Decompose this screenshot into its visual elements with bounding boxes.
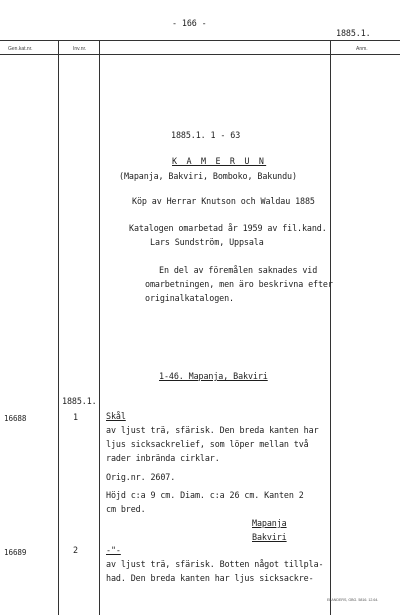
collection-range: 1885.1. 1 - 63 bbox=[171, 130, 241, 140]
header-rule-bottom bbox=[0, 54, 400, 55]
entry-description-line: ljus sicksackrelief, som löper mellan två bbox=[106, 439, 309, 449]
entry-original-number: Orig.nr. 2607. bbox=[106, 472, 176, 482]
peoples-list: (Mapanja, Bakviri, Bomboko, Bakundu) bbox=[119, 171, 297, 181]
inv-year-label: 1885.1. bbox=[62, 396, 97, 406]
entry-place: Mapanja bbox=[252, 518, 287, 528]
column-divider-1 bbox=[58, 40, 59, 615]
column-divider-3 bbox=[330, 40, 331, 615]
printer-imprint: ELANDERS, GBG. 5816. 12.64. bbox=[327, 598, 379, 602]
entry-description-line: had. Den breda kanten har ljus sicksackre- bbox=[106, 573, 314, 583]
header-rule-top bbox=[0, 40, 400, 41]
page-number: - 166 - bbox=[172, 18, 207, 28]
entry-description-line: av ljust trä, sfärisk. Den breda kanten har bbox=[106, 425, 319, 435]
column-label-inv-nr: Inv.nr. bbox=[73, 46, 87, 52]
entry-title: Skål bbox=[106, 411, 126, 421]
header-accession-number: 1885.1. bbox=[336, 28, 371, 38]
entry-gen-number: 16688 bbox=[4, 414, 27, 423]
entry-people: Bakviri bbox=[252, 532, 287, 542]
entry-inv-number: 2 bbox=[73, 545, 78, 555]
entry-title: -"- bbox=[106, 545, 121, 555]
entry-description-line: rader inbrända cirklar. bbox=[106, 453, 220, 463]
missing-note-line-1: En del av föremålen saknades vid bbox=[159, 265, 318, 275]
entry-dimensions-line: cm bred. bbox=[106, 504, 146, 514]
entry-inv-number: 1 bbox=[73, 412, 78, 422]
column-label-anm: Anm. bbox=[356, 46, 368, 52]
region-title: K A M E R U N bbox=[172, 156, 267, 166]
catalog-note-line-1: Katalogen omarbetad år 1959 av fil.kand. bbox=[129, 223, 327, 233]
entry-dimensions-line: Höjd c:a 9 cm. Diam. c:a 26 cm. Kanten 2 bbox=[106, 490, 304, 500]
column-label-gen-kat-nr: Gen.kat.nr. bbox=[8, 46, 33, 52]
purchase-note: Köp av Herrar Knutson och Waldau 1885 bbox=[132, 196, 315, 206]
section-heading: 1-46. Mapanja, Bakviri bbox=[159, 371, 268, 381]
entry-description-line: av ljust trä, sfärisk. Botten något tillpla- bbox=[106, 559, 324, 569]
column-divider-2 bbox=[99, 40, 100, 615]
missing-note-line-3: originalkatalogen. bbox=[145, 293, 234, 303]
catalog-note-line-2: Lars Sundström, Uppsala bbox=[150, 237, 264, 247]
entry-gen-number: 16689 bbox=[4, 548, 27, 557]
missing-note-line-2: omarbetningen, men äro beskrivna efter bbox=[145, 279, 333, 289]
